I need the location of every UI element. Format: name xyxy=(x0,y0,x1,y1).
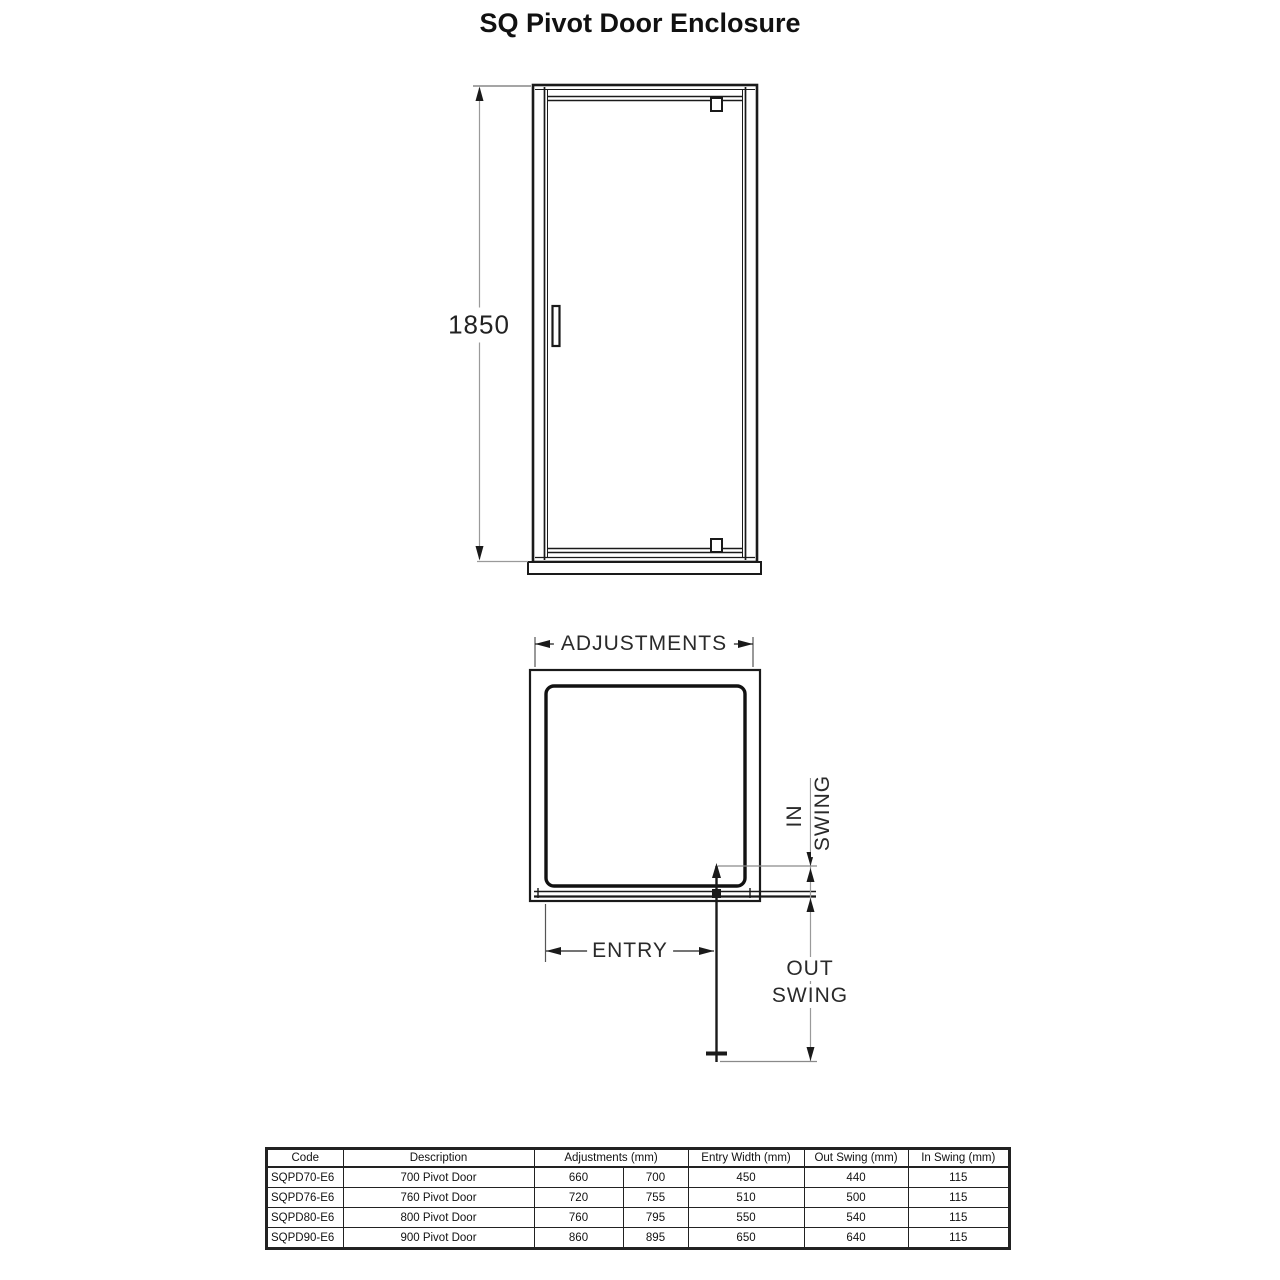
door-handle xyxy=(553,306,560,346)
cell-adjustment-max: 755 xyxy=(623,1188,688,1208)
cell-out-swing: 440 xyxy=(804,1167,908,1188)
cell-code: SQPD80-E6 xyxy=(267,1208,343,1228)
out-swing-label-line2: SWING xyxy=(765,984,855,1008)
table-row xyxy=(267,1167,1009,1188)
cell-out-swing: 500 xyxy=(804,1188,908,1208)
table-row xyxy=(267,1208,1009,1228)
cell-adjustment-min: 720 xyxy=(534,1188,623,1208)
cell-description: 800 Pivot Door xyxy=(343,1208,534,1228)
spec-table xyxy=(266,1148,1010,1249)
shower-tray xyxy=(528,562,761,574)
cell-in-swing: 115 xyxy=(908,1228,1009,1249)
spec-table-header-row xyxy=(267,1149,1009,1167)
bottom-pivot-hinge xyxy=(711,539,722,552)
cell-adjustment-max: 700 xyxy=(623,1167,688,1188)
cell-description: 700 Pivot Door xyxy=(343,1167,534,1188)
entry-label: ENTRY xyxy=(587,939,673,963)
cell-in-swing: 115 xyxy=(908,1167,1009,1188)
table-row xyxy=(267,1188,1009,1208)
top-pivot-hinge xyxy=(711,98,722,111)
cell-code: SQPD90-E6 xyxy=(267,1228,343,1249)
table-row xyxy=(267,1228,1009,1249)
header-out-swing: Out Swing (mm) xyxy=(804,1149,908,1167)
cell-adjustment-min: 660 xyxy=(534,1167,623,1188)
header-code: Code xyxy=(267,1149,343,1167)
out-swing-label-line1: OUT xyxy=(779,957,840,981)
page-title: SQ Pivot Door Enclosure xyxy=(479,8,801,38)
cell-in-swing: 115 xyxy=(908,1208,1009,1228)
cell-entry-width: 510 xyxy=(688,1188,804,1208)
height-dimension-label: 1850 xyxy=(444,308,514,343)
cell-description: 760 Pivot Door xyxy=(343,1188,534,1208)
cell-entry-width: 650 xyxy=(688,1228,804,1249)
in-swing-label-line1: IN xyxy=(783,799,807,834)
header-in-swing: In Swing (mm) xyxy=(908,1149,1009,1167)
cell-out-swing: 640 xyxy=(804,1228,908,1249)
cell-out-swing: 540 xyxy=(804,1208,908,1228)
cell-code: SQPD76-E6 xyxy=(267,1188,343,1208)
header-entry-width: Entry Width (mm) xyxy=(688,1149,804,1167)
cell-adjustment-max: 795 xyxy=(623,1208,688,1228)
cell-adjustment-min: 860 xyxy=(534,1228,623,1249)
adjustments-label: ADJUSTMENTS xyxy=(554,632,734,656)
cell-entry-width: 450 xyxy=(688,1167,804,1188)
cell-adjustment-max: 895 xyxy=(623,1228,688,1249)
cell-entry-width: 550 xyxy=(688,1208,804,1228)
header-adjustments: Adjustments (mm) xyxy=(534,1149,688,1167)
cell-in-swing: 115 xyxy=(908,1188,1009,1208)
in-swing-label-line2: SWING xyxy=(811,769,835,857)
elevation-view xyxy=(528,85,761,574)
cell-adjustment-min: 760 xyxy=(534,1208,623,1228)
cell-description: 900 Pivot Door xyxy=(343,1228,534,1249)
cell-code: SQPD70-E6 xyxy=(267,1167,343,1188)
header-description: Description xyxy=(343,1149,534,1167)
